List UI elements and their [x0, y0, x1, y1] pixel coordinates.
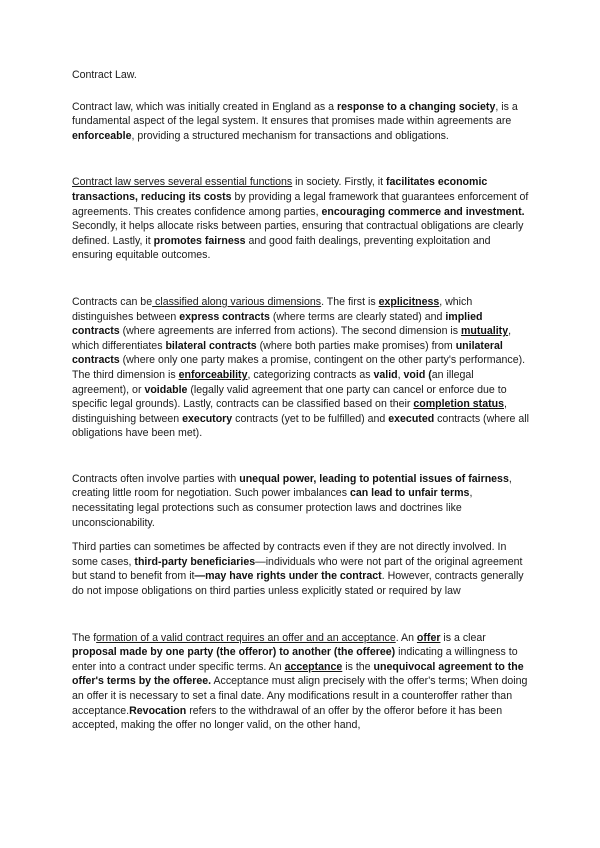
document-page — [72, 68, 532, 733]
text-run: contracts (yet to be fulfilled) and — [232, 412, 389, 425]
text-run: Secondly, it helps allocate risks between parties, ensuring that contractual obligations are clearly defined. Lastly, it — [72, 220, 524, 247]
text-run: , — [397, 368, 404, 381]
bold-text-run: third-party beneficiaries — [134, 555, 256, 568]
text-run: Contracts often involve parties with — [72, 472, 240, 485]
text-run: , providing a structured mechanism for transactions and obligations. — [131, 129, 449, 142]
bold-text-run: executory — [182, 412, 233, 425]
text-run: indicating a willingness to enter into a contract under specific terms. An — [72, 646, 518, 673]
text-run: by providing a legal framework that guarantees enforcement of agreements. This creates confidence among parties, — [72, 190, 529, 218]
bold-text-run: void ( — [403, 368, 432, 381]
bold-text-run: valid — [373, 368, 398, 381]
bold-text-run: proposal made by one party (the offeror) to another (the offeree) — [72, 646, 396, 659]
bold-text-run: completion status — [413, 398, 504, 411]
underlined-text-run: ormation of a valid contract requires an offer and an acceptance — [96, 631, 396, 644]
text-run: and good faith dealings, preventing exploitation and ensuring equitable outcomes. — [72, 234, 491, 262]
text-run: , categorizing contracts as — [247, 368, 374, 381]
paragraph-third-parties — [72, 540, 532, 598]
text-run: is the — [342, 660, 374, 673]
text-run: . The first is — [321, 295, 379, 308]
paragraph-formation — [72, 631, 532, 733]
text-run: , creating little room for negotiation. Such power imbalances — [72, 472, 512, 500]
text-run: (legally valid agreement that one party can cancel or enforce due to specific legal grounds). Lastly, contracts can be classified based on their — [72, 383, 507, 411]
document-title: Contract Law. — [72, 69, 137, 81]
text-run: . However, contracts generally do not impose obligations on third parties unless explicitly stated or required by law — [72, 570, 524, 598]
text-run: Third parties can sometimes be affected by contracts even if they are not directly involved. In some cases, — [72, 541, 507, 568]
text-run: (where agreements are inferred from actions). The second dimension is — [119, 325, 462, 338]
text-run: in society. Firstly, it — [292, 176, 387, 189]
bold-text-run: express contracts — [179, 310, 270, 323]
text-run: , is a fundamental aspect of the legal system. It ensures that promises made within agreements are — [72, 100, 518, 128]
bold-text-run: acceptance — [284, 660, 343, 673]
bold-text-run: enforceable — [72, 129, 132, 142]
bold-text-run: enforceability — [178, 368, 248, 381]
paragraph-introduction — [72, 100, 532, 144]
bold-text-run: facilitates economic transactions, reducing its costs — [72, 176, 488, 203]
text-run: an illegal agreement), or — [72, 368, 474, 396]
text-run: (where both parties make promises) from — [256, 339, 456, 352]
text-run: , which distinguishes between — [72, 295, 473, 323]
underlined-text-run: classified along various dimensions — [152, 295, 322, 308]
text-run: . An — [395, 631, 417, 644]
text-run: —individuals who were not part of the original agreement but stand to benefit from it — [72, 555, 523, 583]
bold-text-run: can lead to unfair terms — [349, 487, 470, 500]
bold-text-run: voidable — [144, 383, 188, 396]
text-run: is a clear — [440, 631, 486, 644]
text-run: , which differentiates — [72, 325, 512, 352]
bold-text-run: bilateral contracts — [165, 339, 257, 352]
bold-text-run: encouraging commerce and investment. — [321, 205, 525, 218]
text-run: , distinguishing between — [72, 398, 507, 425]
paragraph-unequal-power — [72, 472, 532, 530]
paragraph-classification — [72, 295, 532, 441]
bold-text-run: promotes fairness — [153, 234, 246, 247]
text-run: refers to the withdrawal of an offer by the offeror before it has been accepted, making the offer no longer valid, on the other hand, — [72, 704, 503, 732]
text-run: , necessitating legal protections such as consumer protection laws and doctrines like unconscionability. — [72, 487, 473, 529]
bold-text-run: executed — [388, 412, 435, 425]
bold-text-run: Revocation — [129, 704, 187, 717]
underlined-text-run: Contract law serves several essential functions — [72, 176, 293, 189]
text-run: (where terms are clearly stated) and — [269, 310, 446, 323]
text-run: contracts (where all obligations have been met). — [72, 412, 529, 440]
bold-text-run: —may have rights under the contract — [194, 570, 382, 583]
text-run: Acceptance must align precisely with the offer's terms; When doing an offer it is necessary to set a final date. Any modifications result in a counteroffer rather than acceptance. — [72, 675, 528, 717]
bold-text-run: mutuality — [461, 325, 509, 338]
text-run: Contracts can be — [72, 295, 153, 308]
bold-text-run: offer — [416, 631, 441, 644]
text-run: Contract law, which was initially created in England as a — [72, 100, 337, 113]
paragraph-functions — [72, 175, 532, 263]
bold-text-run: unequal power, leading to potential issues of fairness — [239, 472, 509, 485]
bold-text-run: unequivocal agreement to the offer's terms by the offeree. — [72, 660, 524, 688]
bold-text-run: explicitness — [378, 295, 440, 308]
text-run: (where only one party makes a promise, contingent on the other party's performance). The third dimension is — [72, 354, 526, 381]
text-run: The f — [72, 631, 97, 644]
bold-text-run: response to a changing society — [336, 100, 496, 113]
bold-text-run: unilateral contracts — [72, 339, 503, 367]
bold-text-run: implied contracts — [72, 310, 483, 338]
